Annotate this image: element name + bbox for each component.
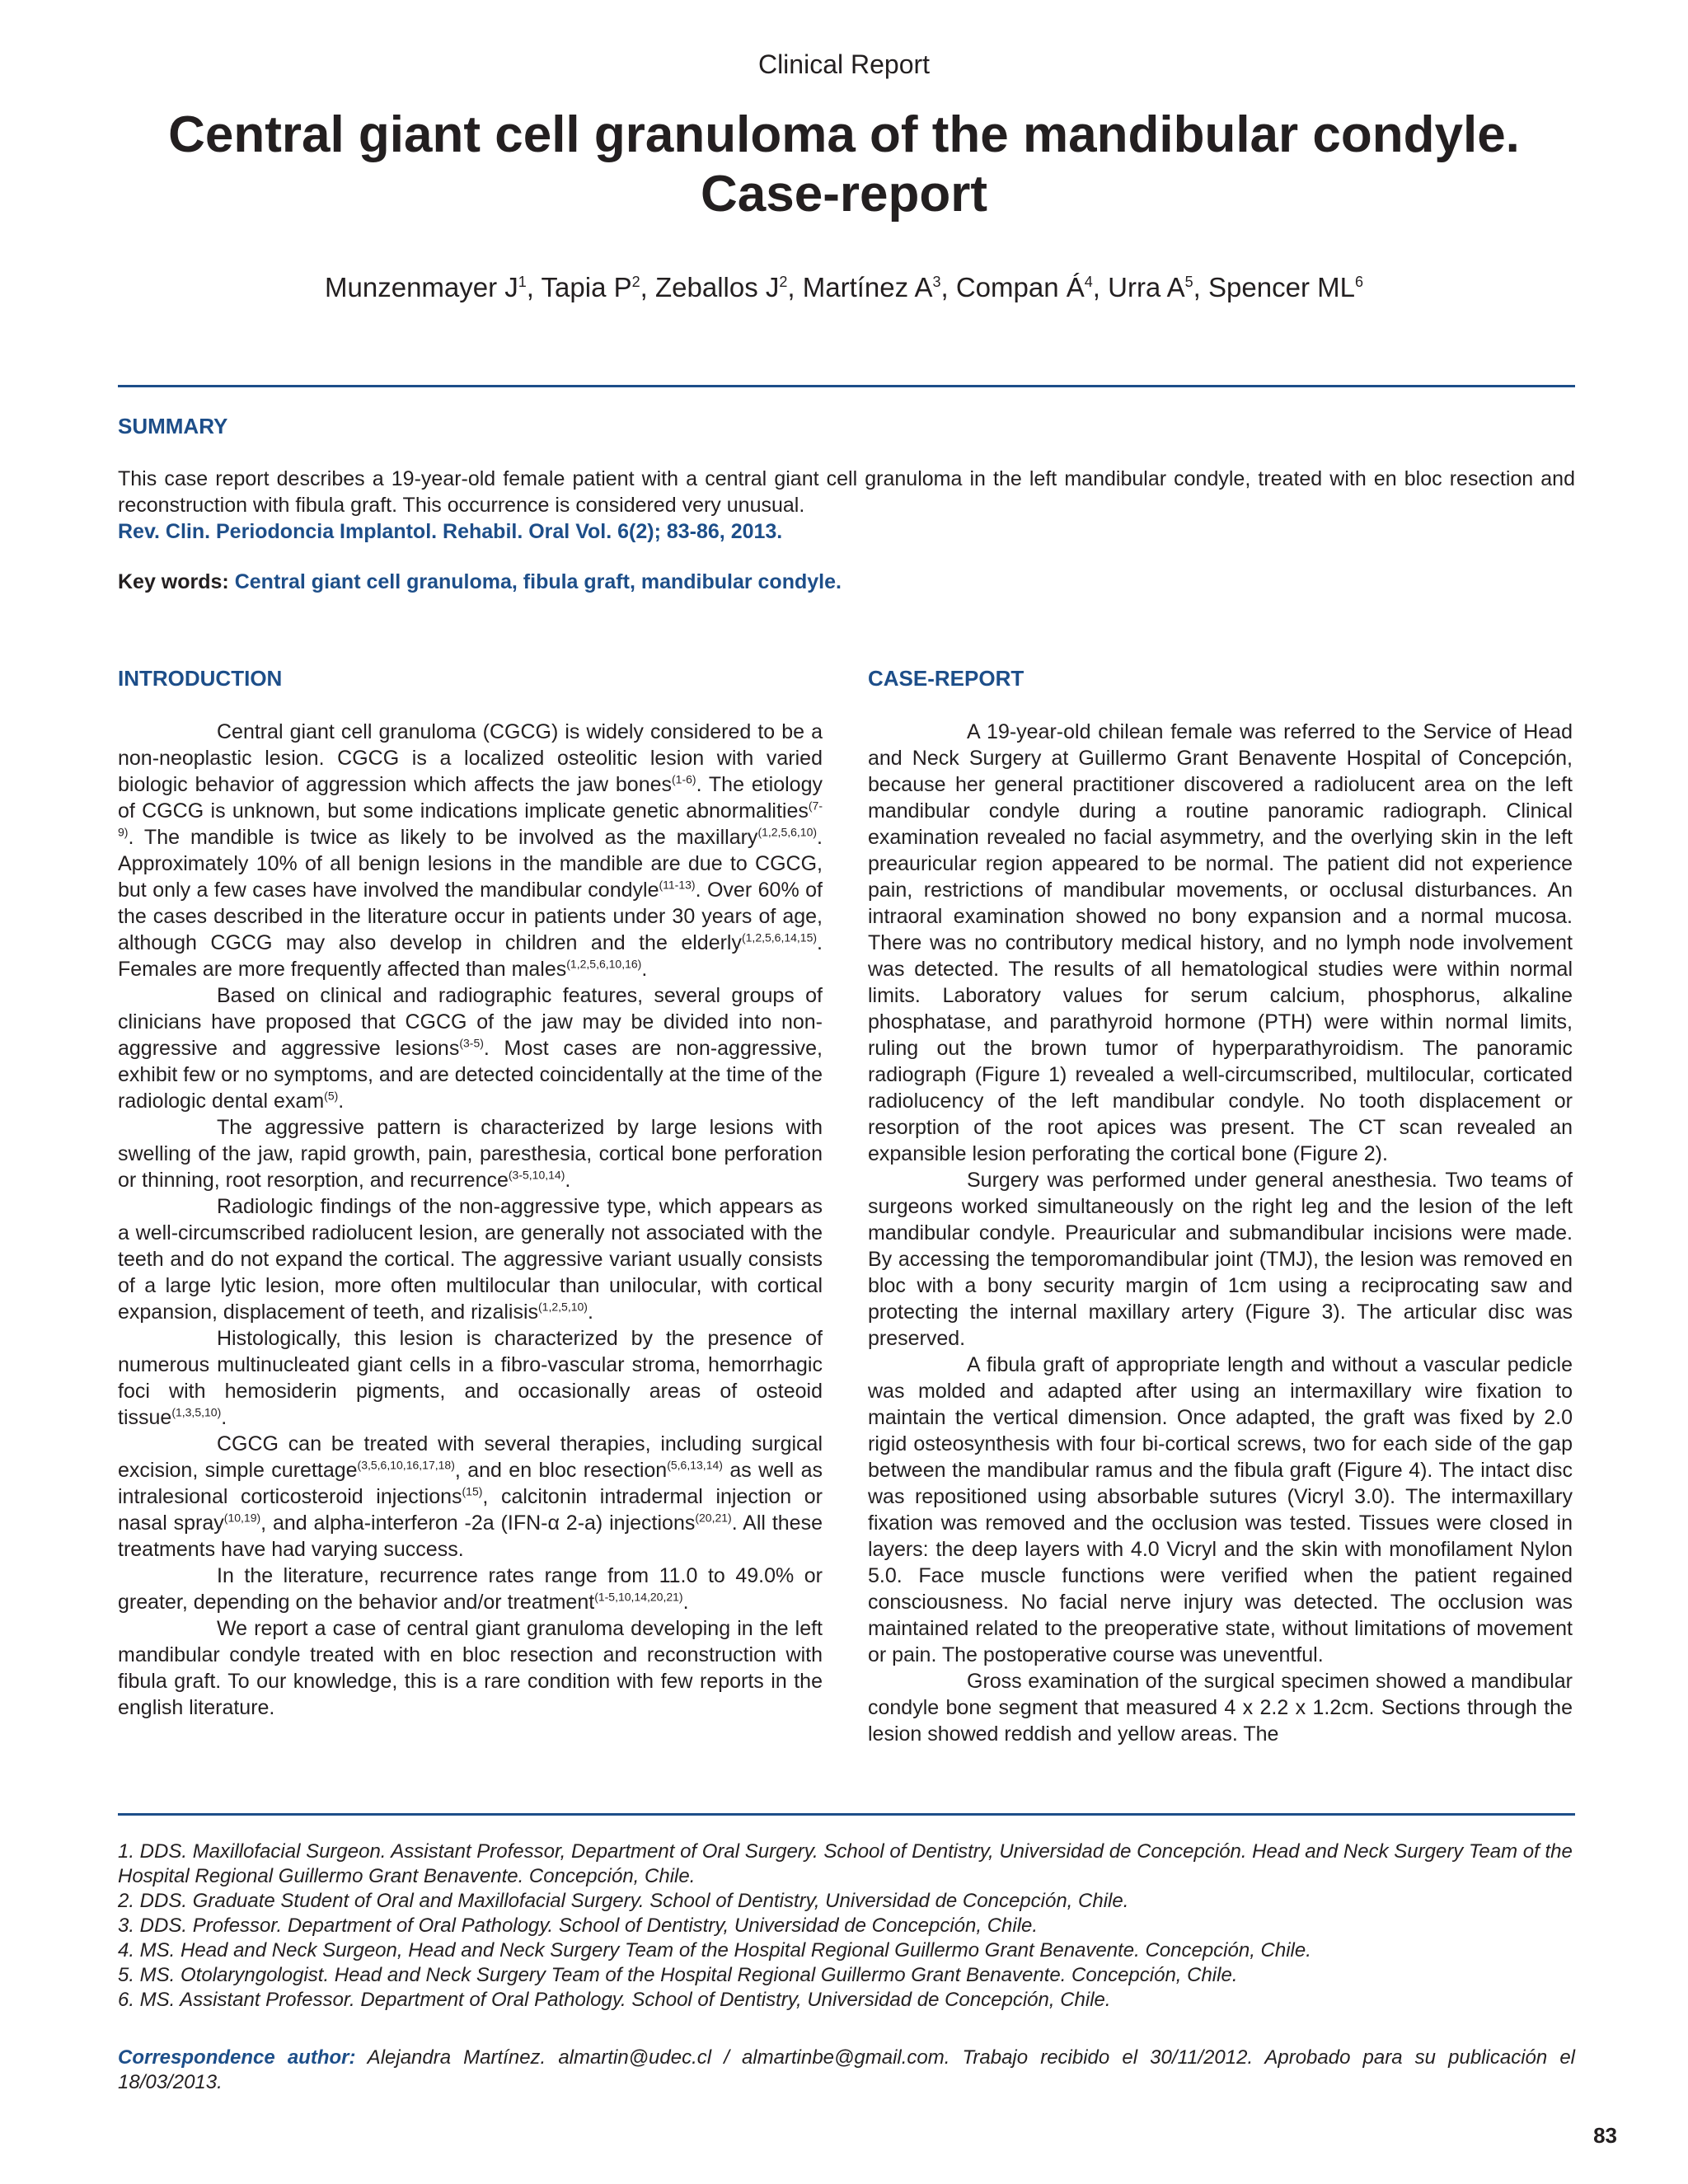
title-line-2: Case-report bbox=[701, 166, 987, 223]
paragraph-text: Histologically, this lesion is characterized by the presence of numerous multinucleated giant cells in a fibro-vascular stroma, hemorrhagic foci with hemosiderin pigments, and occasionally areas of osteoid tissue bbox=[118, 1327, 823, 1429]
author-name: Urra A bbox=[1108, 272, 1185, 302]
page-number: 83 bbox=[1593, 2123, 1617, 2148]
citation-superscript: (11-13) bbox=[659, 878, 696, 892]
author-affiliation-mark: 1 bbox=[518, 274, 527, 290]
footnote: 5. MS. Otolaryngologist. Head and Neck Surgery Team of the Hospital Regional Guillermo Grant Benavente. Concepción, Chile. bbox=[118, 1964, 1238, 1986]
paragraph-text: , calcitonin intradermal injection or nasal spray bbox=[118, 1485, 823, 1535]
body-paragraph bbox=[118, 1193, 823, 1325]
author-name: Tapia P bbox=[541, 272, 632, 302]
body-paragraph bbox=[868, 719, 1573, 1167]
author-affiliation-mark: 3 bbox=[932, 274, 941, 290]
citation-superscript: (20,21) bbox=[695, 1511, 732, 1525]
keywords-label: Key words: bbox=[118, 570, 229, 593]
paragraph-text: A fibula graft of appropriate length and without a vascular pedicle was molded and adapted after using an intermaxillary wire fixation to maintain the vertical dimension. Once adapted, the graft was fixed by 2.0 rigid osteosynthesis with four bi-cortical screws, two for each side of the gap between the mandibular ramus and the fibula graft (Figure 4). The intact disc was repositioned using absorbable sutures (Vicryl 3.0). The intermaxillary fixation was removed and the occlusion was tested. Tissues were closed in layers: the deep layers with 4.0 Vicryl and the skin with monofilament Nylon 5.0. Face muscle functions were verified when the patient regained consciousness. No facial nerve injury was detected. The occlusion was maintained related to the preoperative state, without limitations of movement or pain. The postoperative course was uneventful. bbox=[868, 1353, 1573, 1666]
summary-body bbox=[118, 466, 1575, 545]
summary-citation: Rev. Clin. Periodoncia Implantol. Rehabil. Oral Vol. 6(2); 83-86, 2013. bbox=[118, 520, 783, 543]
citation-superscript: (3-5,10,14) bbox=[508, 1168, 565, 1182]
author-affiliation-mark: 6 bbox=[1354, 274, 1363, 290]
body-paragraph bbox=[118, 1114, 823, 1193]
author-affiliation-mark: 5 bbox=[1184, 274, 1193, 290]
correspondence-text: Alejandra Martínez. almartin@udec.cl / almartinbe@gmail.com. Trabajo recibido el 30/11/2012. Aprobado para su publicación el 18/03/2013. bbox=[118, 2046, 1576, 2093]
author-separator: , bbox=[526, 272, 542, 302]
citation-superscript: (1-5,10,14,20,21) bbox=[594, 1590, 683, 1604]
keywords bbox=[118, 570, 842, 594]
paragraph-text: . The mandible is twice as likely to be involved as the maxillary bbox=[128, 826, 758, 849]
author-separator: , bbox=[1193, 272, 1209, 302]
paragraph-text: We report a case of central giant granuloma developing in the left mandibular condyle treated with en bloc resection and reconstruction with fibula graft. To our knowledge, this is a rare condition with few reports in the english literature. bbox=[118, 1617, 823, 1719]
citation-superscript: (10,19) bbox=[223, 1511, 261, 1525]
citation-superscript: (1,2,5,6,14,15) bbox=[741, 930, 818, 944]
body-paragraph bbox=[118, 1431, 823, 1563]
affiliation-footnotes bbox=[118, 1840, 1575, 2013]
paragraph-text: In the literature, recurrence rates range from 11.0 to 49.0% or greater, depending on the behavior and/or treatment bbox=[118, 1564, 823, 1614]
body-paragraph bbox=[118, 719, 823, 982]
paragraph-text: . All these treatments have had varying success. bbox=[118, 1511, 823, 1561]
paragraph-text: . bbox=[565, 1169, 571, 1192]
paragraph-text: . bbox=[221, 1406, 227, 1429]
body-paragraph bbox=[118, 982, 823, 1114]
citation-superscript: (5,6,13,14) bbox=[667, 1458, 723, 1472]
citation-superscript: (1,2,5,6,10) bbox=[757, 825, 818, 839]
paragraph-text: Radiologic findings of the non-aggressive type, which appears as a well-circumscribed radiolucent lesion, are generally not associated with the teeth and do not expand the cortical. The aggressive variant usually consists of a large lytic lesion, more often multilocular than unilocular, with cortical expansion, displacement of teeth, and rizalisis bbox=[118, 1195, 823, 1324]
footnote: 1. DDS. Maxillofacial Surgeon. Assistant Professor, Department of Oral Surgery. School of Dentistry, Universidad de Concepción. Head and Neck Surgery Team of the Hospital Regional Guillermo Grant Benavente. Concepción, Chile. bbox=[118, 1840, 1573, 1887]
paragraph-text: . Most cases are non-aggressive, exhibit few or no symptoms, and are detected coincidentally at the time of the radiologic dental exam bbox=[118, 1037, 823, 1113]
paragraph-text: CGCG can be treated with several therapies, including surgical excision, simple curettage bbox=[118, 1432, 823, 1482]
body-paragraph bbox=[868, 1352, 1573, 1668]
footnote: 2. DDS. Graduate Student of Oral and Maxillofacial Surgery. School of Dentistry, Universidad de Concepción, Chile. bbox=[118, 1890, 1129, 1912]
citation-superscript: (3-5) bbox=[459, 1036, 484, 1050]
paragraph-text: Central giant cell granuloma (CGCG) is widely considered to be a non-neoplastic lesion. CGCG is a localized osteolitic lesion with varied biologic behavior of aggression which affects the jaw bones bbox=[118, 720, 823, 796]
summary-text: This case report describes a 19-year-old female patient with a central giant cell granuloma in the left mandibular condyle, treated with en bloc resection and reconstruction with fibula graft. This occurrence is considered very unusual. bbox=[118, 467, 1575, 517]
author-name: Martínez A bbox=[802, 272, 933, 302]
author-name: Spencer ML bbox=[1208, 272, 1355, 302]
author-name: Munzenmayer J bbox=[325, 272, 518, 302]
paragraph-text: Surgery was performed under general anesthesia. Two teams of surgeons worked simultaneously on the right leg and the lesion of the left mandibular condyle. Preauricular and submandibular incisions were made. By accessing the temporomandibular joint (TMJ), the lesion was removed en bloc with a bony security margin of 1cm using a reciprocating saw and protecting the internal maxillary artery (Figure 3). The articular disc was preserved. bbox=[868, 1169, 1573, 1350]
body-paragraph bbox=[118, 1325, 823, 1431]
paragraph-text: Gross examination of the surgical specimen showed a mandibular condyle bone segment that measured 4 x 2.2 x 1.2cm. Sections through the lesion showed reddish and yellow areas. The bbox=[868, 1670, 1573, 1746]
author-list bbox=[0, 272, 1688, 303]
paragraph-text: The aggressive pattern is characterized by large lesions with swelling of the jaw, rapid growth, pain, paresthesia, cortical bone perforation or thinning, root resorption, and recurrence bbox=[118, 1116, 823, 1192]
citation-superscript: (1,2,5,6,10,16) bbox=[566, 957, 642, 971]
footnote: 3. DDS. Professor. Department of Oral Pathology. School of Dentistry, Universidad de Concepción, Chile. bbox=[118, 1915, 1039, 1937]
paragraph-text: , and alpha-interferon -2a (IFN-α 2-a) injections bbox=[260, 1511, 696, 1535]
paragraph-text: . bbox=[641, 958, 648, 981]
citation-superscript: (1-6) bbox=[672, 772, 696, 786]
author-affiliation-mark: 2 bbox=[631, 274, 640, 290]
author-separator: , bbox=[1092, 272, 1109, 302]
author-name: Zeballos J bbox=[654, 272, 780, 302]
case-report-column bbox=[868, 719, 1573, 1747]
citation-superscript: (5) bbox=[324, 1089, 339, 1103]
citation-superscript: (3,5,6,10,16,17,18) bbox=[357, 1458, 455, 1472]
paragraph-text: Based on clinical and radiographic features, several groups of clinicians have proposed that CGCG of the jaw may be divided into non-aggressive and aggressive lesions bbox=[118, 984, 823, 1060]
introduction-heading: INTRODUCTION bbox=[118, 666, 283, 691]
correspondence bbox=[118, 2046, 1575, 2095]
body-paragraph bbox=[118, 1615, 823, 1721]
author-affiliation-mark: 2 bbox=[779, 274, 788, 290]
keywords-value: Central giant cell granuloma, fibula graft, mandibular condyle. bbox=[234, 570, 842, 593]
author-separator: , bbox=[940, 272, 956, 302]
paragraph-text: . bbox=[587, 1301, 593, 1324]
correspondence-label: Correspondence author: bbox=[118, 2046, 356, 2069]
body-paragraph bbox=[118, 1563, 823, 1615]
case-report-heading: CASE-REPORT bbox=[868, 666, 1025, 691]
paragraph-text: . The etiology of CGCG is unknown, but some indications implicate genetic abnormalities bbox=[118, 773, 823, 823]
citation-superscript: (1,2,5,10) bbox=[538, 1300, 588, 1314]
paragraph-text: . Females are more frequently affected than males bbox=[118, 931, 823, 981]
citation-superscript: (7-9) bbox=[118, 799, 823, 839]
paragraph-text: . bbox=[682, 1591, 689, 1614]
citation-superscript: (15) bbox=[462, 1484, 483, 1498]
paragraph-text: . bbox=[338, 1090, 345, 1113]
introduction-column bbox=[118, 719, 823, 1721]
title-line-1: Central giant cell granuloma of the mandibular condyle. bbox=[168, 106, 1520, 163]
footnote: 6. MS. Assistant Professor. Department of Oral Pathology. School of Dentistry, Universidad de Concepción, Chile. bbox=[118, 1989, 1111, 2011]
citation-superscript: (1,3,5,10) bbox=[171, 1405, 222, 1419]
section-label: Clinical Report bbox=[757, 49, 931, 79]
summary-heading: SUMMARY bbox=[118, 414, 228, 438]
paragraph-text: A 19-year-old chilean female was referred to the Service of Head and Neck Surgery at Guillermo Grant Benavente Hospital of Concepción, because her general practitioner discovered a radiolucent area on the left mandibular condyle during a routine panoramic radiograph. Clinical examination revealed no facial asymmetry, and the overlying skin in the left preauricular region appeared to be normal. The patient did not experience pain, restrictions of mandibular movements, or occlusal disturbances. An intraoral examination showed no bony expansion and a normal mucosa. There was no contributory medical history, and no lymph node involvement was detected. The results of all hematological studies were within normal limits. Laboratory values for serum calcium, phosphorus, alkaline phosphatase, and parathyroid hormone (PTH) were within normal limits, ruling out the brown tumor of hyperparathyroidism. The panoramic radiograph (Figure 1) revealed a well-circumscribed, multilocular, corticated radiolucency of the left mandibular condyle. No tooth displacement or resorption of the root apices was present. The CT scan revealed an expansible lesion perforating the cortical bone (Figure 2). bbox=[868, 720, 1573, 1165]
paragraph-text: . Approximately 10% of all benign lesions in the mandible are due to CGCG, but only a few cases have involved the mandibular condyle bbox=[118, 826, 823, 902]
author-name: Compan Á bbox=[955, 272, 1085, 302]
body-paragraph bbox=[868, 1668, 1573, 1747]
paragraph-text: . Over 60% of the cases described in the literature occur in patients under 30 years of age, although CGCG may also develop in children and the elderly bbox=[118, 879, 823, 954]
footnote-rule bbox=[118, 1813, 1575, 1816]
article-title bbox=[0, 105, 1688, 224]
body-paragraph bbox=[868, 1167, 1573, 1352]
author-separator: , bbox=[787, 272, 803, 302]
top-rule bbox=[118, 385, 1575, 387]
author-affiliation-mark: 4 bbox=[1084, 274, 1093, 290]
paragraph-text: , and en bloc resection bbox=[454, 1459, 668, 1482]
author-separator: , bbox=[640, 272, 655, 302]
paragraph-text: as well as intralesional corticosteroid injections bbox=[118, 1459, 823, 1508]
footnote: 4. MS. Head and Neck Surgeon, Head and Neck Surgery Team of the Hospital Regional Guillermo Grant Benavente. Concepción, Chile. bbox=[118, 1939, 1311, 1961]
